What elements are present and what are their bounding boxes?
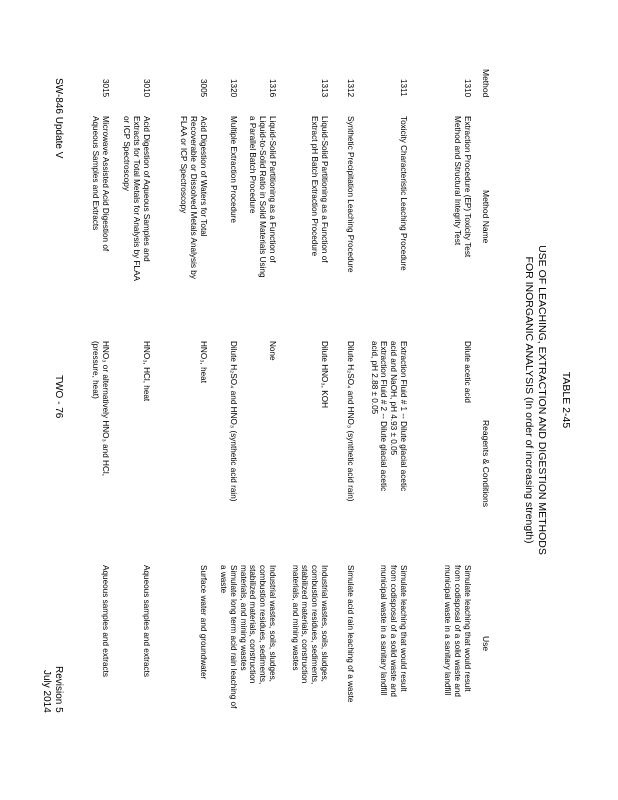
row-1-use	[443, 565, 472, 697]
cell-line: HNO₃, HCl, heat	[142, 341, 151, 402]
row-3-use	[345, 565, 355, 702]
row-8-use	[141, 565, 151, 677]
row-2-method: 1311	[399, 79, 408, 97]
cell-line: (pressure, heat)	[91, 341, 101, 399]
row-7-reagents	[198, 341, 208, 383]
cell-line: Dilute H₂SO₄ and HNO₃ (synthetic acid rain)	[346, 341, 355, 502]
row-3-method: 1312	[346, 79, 355, 98]
cell-line: Extraction Fluid # 2 -- Dilute glacial acetic	[379, 341, 389, 492]
cell-line: Dilute H₂SO₄ and HNO₃ (synthetic acid rain)	[229, 341, 238, 502]
row-2-name	[398, 116, 408, 271]
footer-left: SW-846 Update V	[53, 78, 64, 159]
row-3-name	[345, 116, 355, 273]
row-6-reagents	[228, 341, 238, 501]
footer-right-1: Revision 5	[53, 666, 64, 713]
cell-line: Liquid-Solid Partitioning as a Function of	[320, 116, 329, 263]
cell-line: None	[268, 341, 277, 361]
row-7-use	[198, 565, 208, 679]
row-6-method: 1320	[229, 79, 238, 98]
cell-line: Industrial wastes, soils, sludges,	[268, 565, 277, 682]
cell-line: FLAA or ICP Spectroscopy	[179, 116, 189, 214]
cell-line: Method and Structural Integrity Test	[453, 116, 463, 246]
cell-line: Simulate leaching that would result	[399, 565, 408, 692]
cell-line: Acid Digestion of Waters for Total	[199, 116, 208, 237]
row-1-reagents	[462, 341, 472, 403]
cell-line: HNO₃, heat	[199, 341, 208, 384]
row-8-reagents	[141, 341, 151, 401]
cell-line: Aqueous samples and extracts	[101, 565, 110, 677]
row-5-method: 1316	[268, 79, 277, 98]
row-9-name	[90, 116, 110, 251]
cell-line: Liquid-Solid Partitioning as a Function of	[268, 116, 277, 263]
header-method-name: Method Name	[481, 190, 491, 244]
header-reagents: Reagents & Conditions	[481, 420, 491, 507]
cell-line: Simulate leaching that would result	[463, 565, 472, 692]
cell-line: Extraction Fluid # 1 -- Dilute glacial acetic	[399, 341, 408, 492]
cell-line: Acid Digestion of Aqueous Samples and	[142, 116, 151, 262]
cell-line: combustion residues, sediments,	[310, 565, 320, 685]
cell-line: stabilized materials, construction	[248, 565, 258, 684]
cell-line: acid, pH 2.88 ± 0.05	[369, 341, 379, 415]
cell-line: combustion residues, sediments,	[258, 565, 268, 685]
cell-line: Aqueous samples and extracts	[142, 565, 151, 677]
row-9-method: 3015	[101, 79, 110, 98]
cell-line: Extracts for Total Metals for Analysis by FLAA	[132, 116, 142, 282]
row-6-use	[218, 565, 238, 708]
row-6-name	[228, 116, 238, 223]
cell-line: municipal waste in a sanitary landfill	[443, 565, 453, 696]
row-3-reagents	[345, 341, 355, 501]
cell-line: materials, and mining wastes	[238, 565, 248, 671]
cell-line: acid and NaOH, pH 4.93 ± 0.05	[389, 341, 399, 456]
row-1-method: 1310	[463, 79, 472, 98]
cell-line: municipal waste in a sanitary landfill	[379, 565, 389, 696]
row-5-name	[248, 116, 277, 278]
row-1-name	[452, 116, 472, 257]
cell-line: Liquid-to-Solid Ratio in Solid Materials Using	[258, 116, 268, 278]
row-5-reagents	[267, 341, 277, 361]
cell-line: Simulate acid rain leaching of a waste	[346, 565, 355, 703]
cell-line: Extraction Procedure (EP) Toxicity Test	[463, 116, 472, 258]
cell-line: Dilute HNO₃, KOH	[320, 341, 329, 409]
header-use: Use	[481, 636, 491, 652]
row-5-use	[238, 565, 277, 684]
cell-line: Toxicity Characteristic Leaching Procedure	[399, 116, 408, 271]
cell-line: from codisposal of a solid waste and	[389, 565, 399, 697]
table-subtitle-1: USE OF LEACHING, EXTRACTION AND DIGESTION METHODS	[536, 245, 548, 555]
row-4-name	[309, 116, 329, 263]
cell-line: or ICP Spectroscopy	[122, 116, 132, 191]
cell-line: a Parallel Batch Procedure	[248, 116, 258, 214]
row-9-reagents	[90, 341, 110, 476]
cell-line: a waste	[219, 565, 229, 594]
cell-line: Extract pH Batch Extraction Procedure	[310, 116, 320, 257]
cell-line: materials, and mining wastes	[290, 565, 300, 671]
table-title: TABLE 2-45	[560, 371, 572, 429]
table-subtitle-2: FOR INORGANIC ANALYSIS (In order of increasing strength)	[523, 256, 535, 544]
cell-line: Microwave Assisted Acid Digestion of	[101, 116, 110, 252]
row-4-reagents	[319, 341, 329, 408]
footer-center: TWO - 76	[53, 375, 64, 419]
cell-line: Recoverable or Dissolved Metals Analysis by	[189, 116, 199, 279]
cell-line: Surface water and groundwater	[199, 565, 208, 680]
row-2-use	[379, 565, 408, 697]
row-7-method: 3005	[199, 79, 208, 98]
footer-right-2: July 2014	[41, 670, 52, 713]
row-4-use	[290, 565, 329, 684]
cell-line: Multiple Extraction Procedure	[229, 116, 238, 223]
row-2-reagents	[369, 341, 408, 491]
cell-line: Synthetic Precipitation Leaching Procedure	[346, 116, 355, 273]
header-method: Method	[481, 69, 491, 98]
cell-line: Dilute acetic acid	[463, 341, 472, 403]
cell-line: Industrial wastes, soils, sludges,	[320, 565, 329, 682]
row-7-name	[179, 116, 208, 279]
row-4-method: 1313	[320, 79, 329, 98]
cell-line: HNO₃ or alternatively HNO₃ and HCl,	[101, 341, 110, 476]
cell-line: Aqueous Samples and Extracts	[91, 116, 101, 231]
row-8-method: 3010	[142, 79, 151, 98]
row-9-use	[100, 565, 110, 677]
cell-line: Simulate long term acid rain leaching of	[229, 565, 238, 709]
cell-line: stabilized materials, construction	[300, 565, 310, 684]
row-8-name	[122, 116, 151, 281]
cell-line: from codisposal of a solid waste and	[453, 565, 463, 697]
